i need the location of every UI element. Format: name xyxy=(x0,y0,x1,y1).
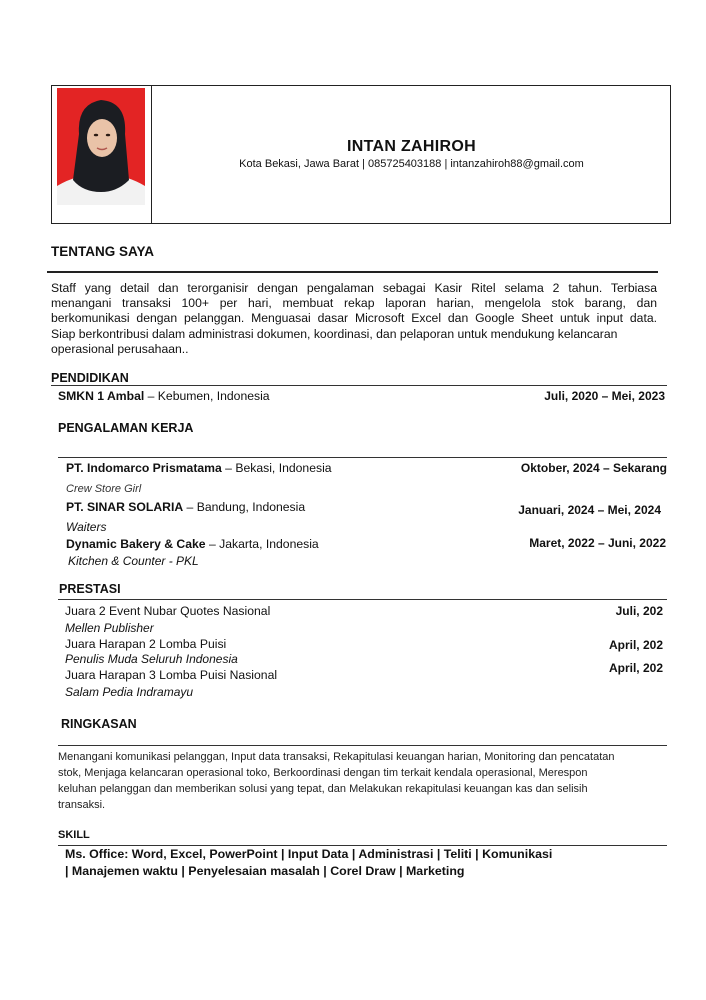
company-name: PT. Indomarco Prismatama xyxy=(66,461,222,475)
skill-list xyxy=(65,846,552,880)
experience-rule xyxy=(58,457,667,458)
summary-line: stok, Menjaga kelancaran operasional toko, Berkoordinasi dengan tim terkait kendala operasional, Merespon xyxy=(58,767,588,779)
about-line: Staff yang detail dan terorganisir dengan pengalaman sebagai Kasir Ritel selama 2 tahun. Terbiasa xyxy=(51,281,657,295)
about-line: menangani transaksi 100+ per hari, membuat rekap laporan harian, mengelola stok barang, dan xyxy=(51,296,657,311)
education-title: PENDIDIKAN xyxy=(51,371,129,385)
summary-rule xyxy=(58,745,667,746)
about-paragraph xyxy=(51,281,657,357)
education-rule xyxy=(51,385,667,386)
achievements-title: PRESTASI xyxy=(59,582,121,596)
achievement-organizer: Salam Pedia Indramayu xyxy=(65,685,194,699)
summary-paragraph xyxy=(58,749,664,813)
experience-entry xyxy=(66,537,319,551)
experience-entry xyxy=(66,461,332,475)
summary-line: Menangani komunikasi pelanggan, Input data transaksi, Rekapitulasi keuangan harian, Monitoring dan pencatatan xyxy=(58,751,615,763)
experience-dates: Maret, 2022 – Juni, 2022 xyxy=(529,536,666,550)
experience-role: Crew Store Girl xyxy=(66,483,142,495)
summary-title: RINGKASAN xyxy=(61,717,137,731)
contact-info: Kota Bekasi, Jawa Barat | 085725403188 | intanzahiroh88@gmail.com xyxy=(239,158,584,170)
achievement-date: Juli, 202 xyxy=(615,604,663,618)
experience-role: Kitchen & Counter - PKL xyxy=(68,554,199,568)
experience-role: Waiters xyxy=(66,520,107,534)
about-line: Siap berkontribusi dalam administrasi dokumen, koordinasi, dan pelaporan untuk mendukung kelancaran xyxy=(51,326,618,341)
company-name: Dynamic Bakery & Cake xyxy=(66,537,206,551)
company-location: – Bekasi, Indonesia xyxy=(221,461,332,475)
achievement-title: Juara Harapan 2 Lomba Puisi xyxy=(65,637,227,651)
achievements-rule xyxy=(58,599,667,600)
education-entry xyxy=(58,389,270,403)
experience-entry xyxy=(66,500,305,514)
photo-cell xyxy=(51,85,152,224)
achievement-title: Juara 2 Event Nubar Quotes Nasional xyxy=(65,604,271,618)
company-name: PT. SINAR SOLARIA xyxy=(66,500,184,514)
summary-line: keluhan pelanggan dan memberikan solusi yang tepat, dan Melakukan rekapitulasi keuangan kas dan selisih xyxy=(58,783,588,795)
about-title: TENTANG SAYA xyxy=(51,244,155,259)
summary-line: transaksi. xyxy=(58,799,106,811)
education-dates: Juli, 2020 – Mei, 2023 xyxy=(544,389,665,403)
achievement-date: April, 202 xyxy=(608,661,663,675)
company-location: – Bandung, Indonesia xyxy=(183,500,306,514)
candidate-name: INTAN ZAHIROH xyxy=(347,138,476,155)
about-line: operasional perusahaan.. xyxy=(51,341,189,356)
achievement-date: April, 202 xyxy=(608,638,663,652)
experience-title: PENGALAMAN KERJA xyxy=(58,421,194,435)
profile-photo-drawing xyxy=(57,88,145,205)
about-line: berkomunikasi dengan pelanggan. Menguasai dasar Microsoft Excel dan Google Sheet untuk input data. xyxy=(51,311,657,326)
skill-line: Ms. Office: Word, Excel, PowerPoint | Input Data | Administrasi | Teliti | Komunikasi xyxy=(65,847,553,861)
experience-dates: Oktober, 2024 – Sekarang xyxy=(520,461,667,475)
achievement-organizer: Mellen Publisher xyxy=(65,621,154,635)
skill-line: | Manajemen waktu | Penyelesaian masalah | Corel Draw | Marketing xyxy=(65,864,465,878)
school-name: SMKN 1 Ambal xyxy=(58,389,145,403)
achievement-title: Juara Harapan 3 Lomba Puisi Nasional xyxy=(65,668,278,682)
profile-photo xyxy=(57,88,145,205)
experience-dates: Januari, 2024 – Mei, 2024 xyxy=(518,503,661,517)
about-rule xyxy=(47,271,658,273)
achievement-organizer: Penulis Muda Seluruh Indonesia xyxy=(65,652,238,666)
school-location: – Kebumen, Indonesia xyxy=(144,389,270,403)
company-location: – Jakarta, Indonesia xyxy=(205,537,319,551)
skill-title: SKILL xyxy=(58,829,90,841)
